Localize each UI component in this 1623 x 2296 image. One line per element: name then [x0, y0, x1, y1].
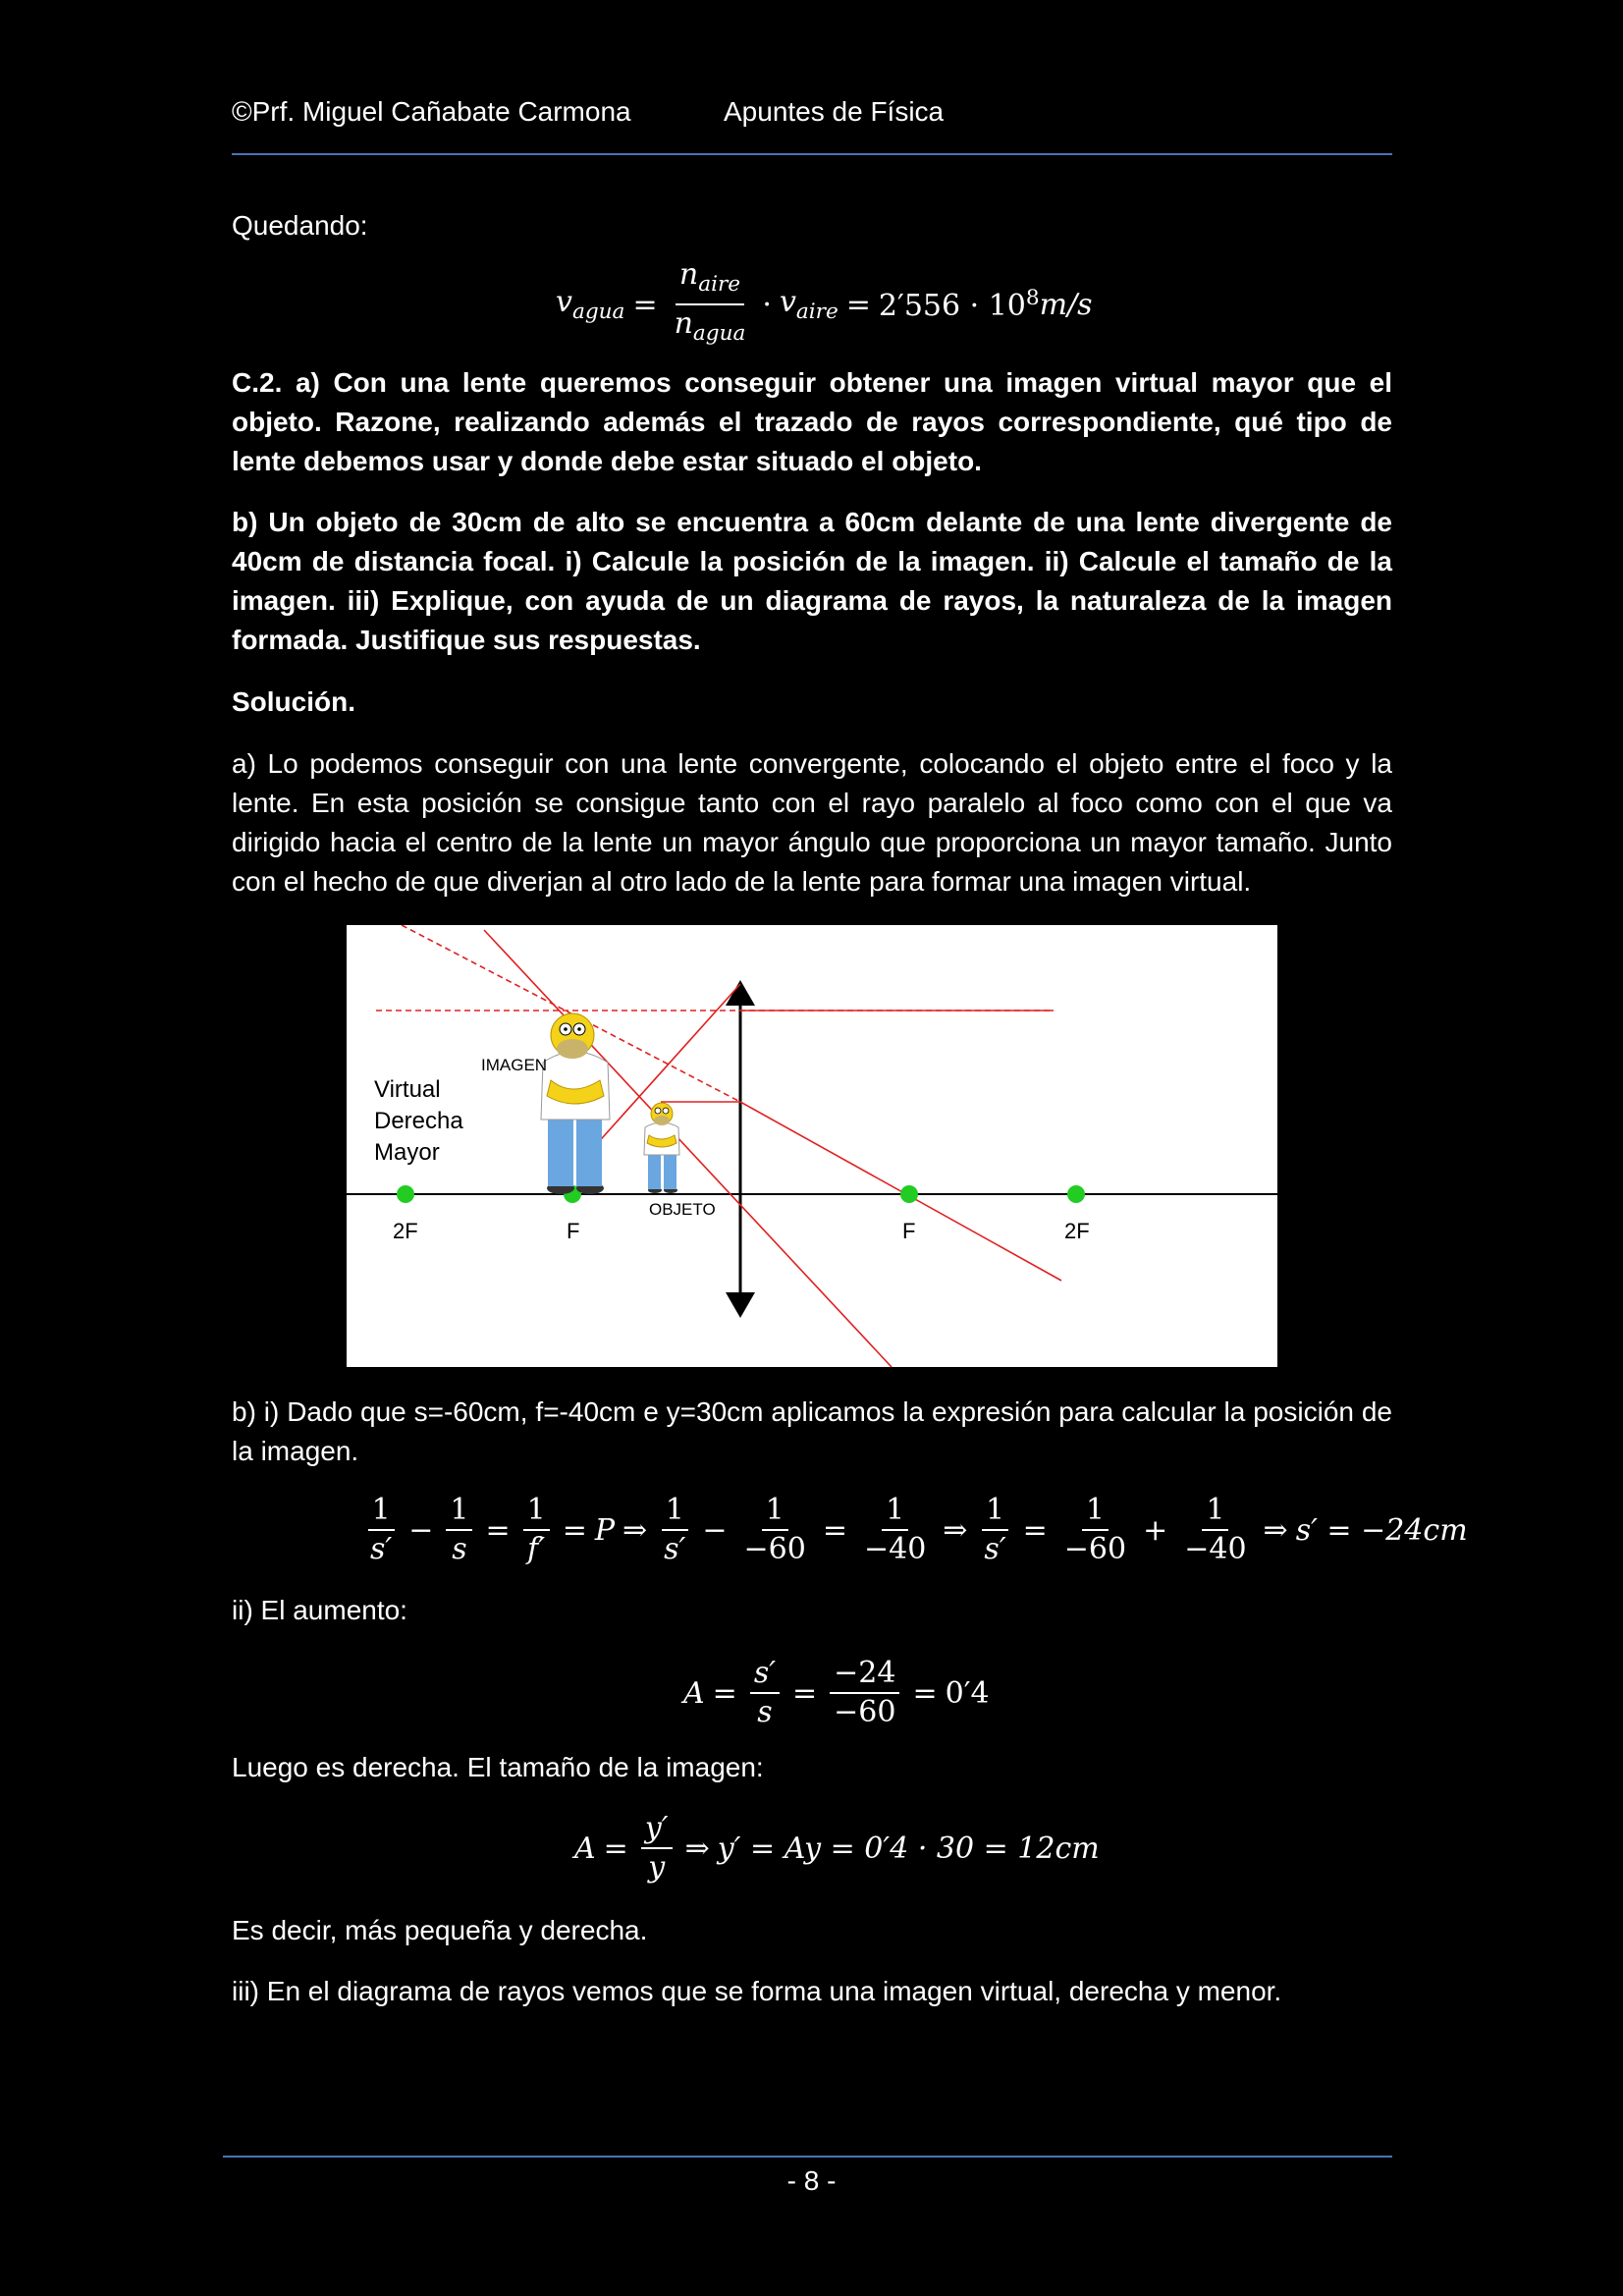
label-f-left: F — [567, 1219, 580, 1243]
rays — [376, 925, 1061, 1367]
lens-arrow-top — [726, 980, 755, 1006]
label-2f-left: 2F — [393, 1219, 418, 1243]
header-title: Apuntes de Física — [724, 96, 945, 127]
point-2f-right — [1067, 1185, 1085, 1203]
header-rule — [232, 153, 1392, 155]
ray-center — [484, 930, 892, 1367]
aumento-equation: A = $\frac{s'}{s}$ = $\frac{-24}{-60}$ = 0′4 — [683, 1656, 990, 1729]
point-2f-left — [397, 1185, 414, 1203]
solution-heading: Solución. — [232, 686, 355, 717]
ray-refracted — [740, 1102, 1061, 1281]
solution-a: a) Lo podemos conseguir con una lente convergente, colocando el objeto entre el foco y la lente. En esta posición se consigue tanto con el rayo paralelo al foco como con el que va dirigido hacia el centro de la lente un mayor ángulo que proporciona un mayor tamaño. Junto con el hecho de que diverjan al otro lado de la lente para formar una imagen virtual. — [232, 748, 1392, 897]
velocity-equation: $v_{agua}$ = $\frac{n_{aire}}{n_{agua}}$ · $v_{aire}$ = $2'556 \cdot 10^8$ m/s — [556, 257, 1093, 346]
solution-b-i: b) i) Dado que s=-60cm, f=-40cm e y=30cm aplicamos la expresión para calcular la posición de la imagen. — [232, 1396, 1392, 1466]
label-virtual: Virtual — [374, 1076, 441, 1103]
label-f-right: F — [902, 1219, 916, 1243]
label-2f-right: 2F — [1064, 1219, 1090, 1243]
solution-b-iii: iii) En el diagrama de rayos vemos que se forma una imagen virtual, derecha y menor. — [232, 1976, 1282, 2006]
label-mayor: Mayor — [374, 1139, 440, 1166]
object-figure — [644, 1103, 679, 1193]
solution-es-decir: Es decir, más pequeña y derecha. — [232, 1915, 648, 1945]
label-imagen: IMAGEN — [481, 1056, 548, 1074]
question-a: C.2. a) Con una lente queremos conseguir obtener una imagen virtual mayor que el objeto. Razone, realizando además el trazado de rayos correspondiente, qué tipo de lente debemos usar y donde debe estar situado el objeto. — [232, 367, 1392, 476]
header-author: ©Prf. Miguel Cañabate Carmona — [232, 96, 631, 127]
solution-luego: Luego es derecha. El tamaño de la imagen: — [232, 1752, 764, 1782]
solution-b-ii: ii) El aumento: — [232, 1595, 407, 1625]
label-objeto: OBJETO — [649, 1200, 716, 1219]
footer-rule — [223, 2156, 1392, 2158]
quedando-text: Quedando: — [232, 210, 368, 241]
question-b: b) Un objeto de 30cm de alto se encuentra a 60cm delante de una lente divergente de 40cm de distancia focal. i) Calcule la posición de la imagen. ii) Calcule el tamaño de la imagen. iii) Explique, con ayuda de un diagrama de rayos, la naturaleza de la imagen formada. Justifique sus respuestas. — [232, 507, 1392, 655]
tamano-equation: A = $\frac{y'}{y}$ ⇒ y′ = Ay = 0′4 · 30 = 12cm — [574, 1811, 1100, 1885]
label-derecha: Derecha — [374, 1108, 463, 1134]
ray-diagram — [347, 925, 1277, 1367]
lens-equation: $\frac{1}{s'}$ − $\frac{1}{s}$ = $\frac{1}{f'}$ = P ⇒ $\frac{1}{s'}$ − $\frac{1}{-60}$ = $\frac{1}{-40}$ ⇒ $\frac{1}{s'}$ = $\frac{1}{-60}$ + $\frac{1}{-40}$ ⇒ s′ = −24cm — [361, 1489, 1468, 1571]
lens-arrow-bottom — [726, 1292, 755, 1318]
point-f-right — [900, 1185, 918, 1203]
image-figure — [541, 1013, 610, 1194]
page-number: - 8 - — [786, 2165, 837, 2196]
